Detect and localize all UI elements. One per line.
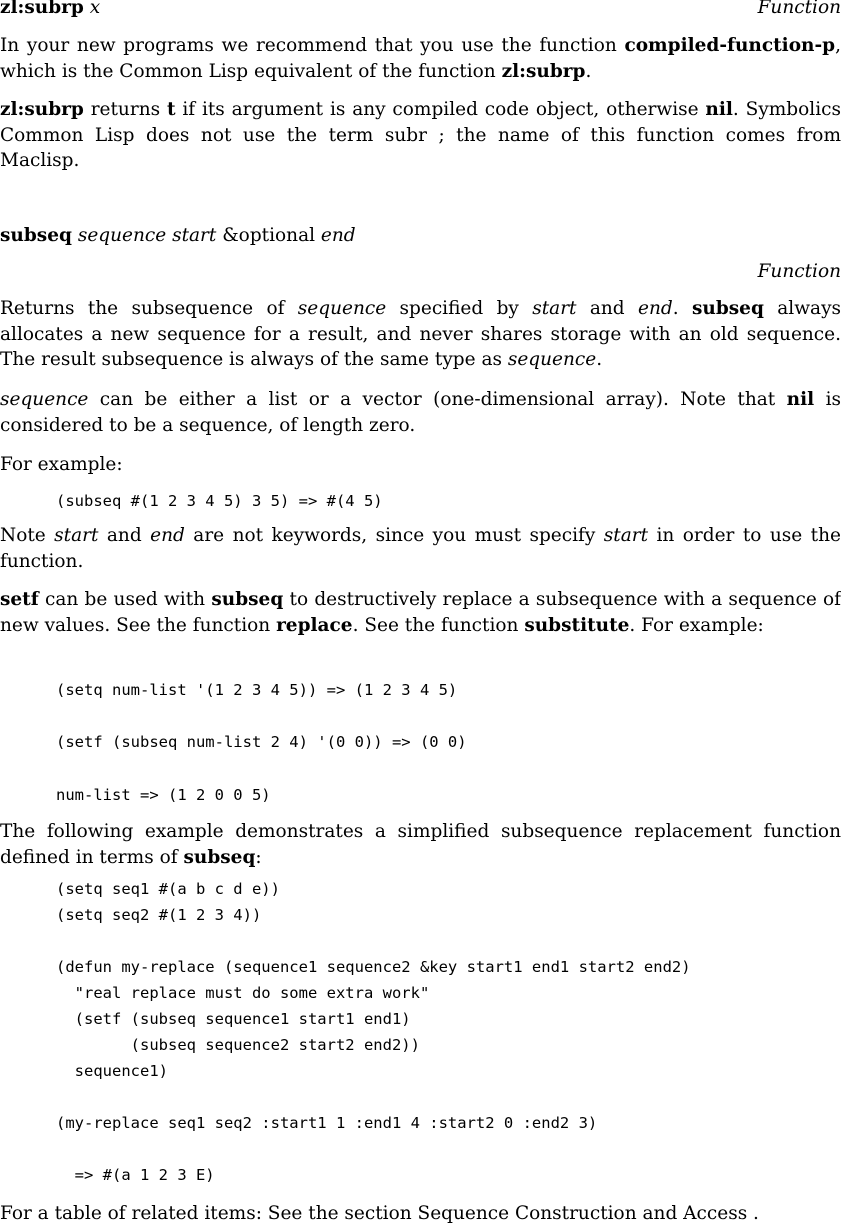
text: are not keywords, since you must specify — [193, 525, 596, 546]
code-example-setf: (setf (subseq num-list 2 4) '(0 0)) => (0 0) — [56, 733, 467, 751]
arg-ref: start — [54, 525, 99, 546]
paragraph-note-keywords — [0, 523, 841, 574]
code-example-result: num-list => (1 2 0 0 5) — [56, 786, 271, 804]
argument-names: sequence start — [77, 225, 217, 246]
value-ref: nil — [705, 99, 733, 120]
function-ref: setf — [0, 589, 39, 610]
text: in order to use the function. — [0, 525, 841, 572]
text: The following example demonstrates a simplified subsequence replacement function defined in terms of — [0, 821, 841, 868]
function-ref: subseq — [691, 298, 764, 319]
text: if its argument is any compiled code object, otherwise — [182, 99, 699, 120]
code-example-setq: (setq num-list '(1 2 3 4 5)) => (1 2 3 4 5) — [56, 681, 458, 699]
paragraph-recommendation — [0, 33, 841, 84]
text: to destructively replace a subsequence with a sequence of new values. See the function — [0, 589, 841, 636]
text: . Symbolics Common Lisp does not use the term subr ; the name of this function comes from Maclisp. — [0, 99, 841, 171]
value-ref: nil — [786, 389, 815, 410]
text: . For example: — [629, 614, 764, 636]
entry-header-subseq — [0, 223, 841, 249]
paragraph-for-example: For example: — [0, 454, 123, 475]
entry-kind: Function — [757, 0, 841, 18]
arg-ref: sequence — [297, 298, 387, 319]
text: In your new programs we recommend that you use the function — [0, 35, 617, 56]
text: can be either a list or a vector (one-dimensional array). Note that — [99, 389, 776, 410]
function-ref: subseq — [183, 846, 256, 868]
function-ref: compiled-function-p — [624, 35, 836, 56]
lambda-keyword: &optional — [222, 225, 316, 246]
text: specified by — [399, 298, 519, 319]
entry-kind-row — [0, 259, 841, 285]
paragraph-sequence-types — [0, 387, 841, 438]
function-ref: zl:subrp — [501, 60, 586, 82]
argument-name: end — [320, 225, 356, 246]
text: Returns the subsequence of — [0, 298, 285, 319]
paragraph-subseq-description — [0, 296, 841, 373]
arg-ref: sequence — [507, 349, 597, 370]
arg-ref: start — [532, 298, 577, 319]
text: . See the function — [352, 614, 519, 636]
text: is considered to be a sequence, of length zero. — [0, 389, 841, 436]
entry-signature — [0, 0, 100, 21]
code-example-subseq: (subseq #(1 2 3 4 5) 3 5) => #(4 5) — [56, 492, 383, 510]
text: Note — [0, 525, 46, 546]
paragraph-related-items: For a table of related items: See the section Sequence Construction and Access . — [0, 1203, 759, 1224]
text: can be used with — [44, 589, 206, 610]
function-name: zl:subrp — [0, 0, 84, 18]
paragraph-subrp-description — [0, 97, 841, 174]
text: and — [106, 525, 142, 546]
arg-ref: end — [638, 298, 673, 319]
text: . — [596, 349, 603, 370]
argument-name: x — [89, 0, 101, 18]
text: always allocates a new sequence for a result, and never shares storage with an old sequence. The result subsequence is always of the same type as — [0, 298, 841, 370]
text: . — [672, 298, 679, 319]
paragraph-setf-usage — [0, 587, 841, 638]
text: returns — [90, 99, 161, 120]
paragraph-replacement-example — [0, 819, 841, 870]
arg-ref: start — [603, 525, 649, 546]
value-ref: t — [166, 99, 176, 120]
function-name: subseq — [0, 225, 72, 246]
code-example-my-replace: (setq seq1 #(a b c d e)) (setq seq2 #(1 2 3 4)) (defun my-replace (sequence1 sequence2 &key start1 end1 start2 end2) "real replace must do some extra work" (setf (subseq sequence1 start1 end1) (subseq sequence2 start2 end2)) sequence1) (my-replace seq1 seq2 :start1 1 :end1 4 :start2 0 :end2 3) => #(a 1 2 3 E) — [56, 880, 691, 1184]
function-ref: replace — [276, 614, 353, 636]
arg-ref: sequence — [0, 389, 89, 410]
text: : — [255, 846, 262, 868]
text: and — [589, 298, 625, 319]
function-ref: zl:subrp — [0, 99, 84, 120]
text: . — [585, 60, 592, 82]
function-ref: subseq — [211, 589, 284, 610]
arg-ref: end — [150, 525, 185, 546]
text: , which is the Common Lisp equivalent of the function — [0, 35, 841, 82]
entry-kind: Function — [757, 261, 841, 282]
entry-header-zl-subrp — [0, 0, 841, 21]
function-ref: substitute — [524, 614, 630, 636]
